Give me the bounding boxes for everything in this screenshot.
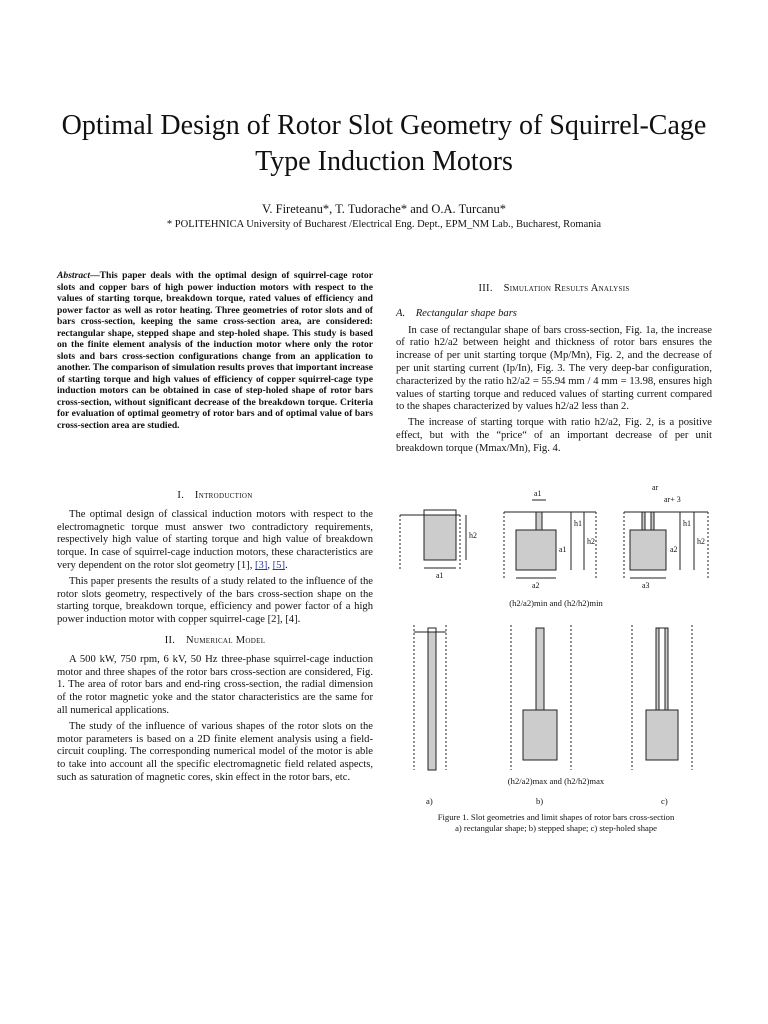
dim-h2-a: h2	[469, 531, 477, 540]
dim-ar-c: ar	[652, 483, 659, 492]
dim-h2-c: h2	[697, 537, 705, 546]
dim-ar3-c: ar+ 3	[664, 495, 681, 504]
simulation-section	[396, 283, 712, 459]
dim-a1-a: a1	[436, 571, 444, 580]
dim-h1-b: h1	[574, 519, 582, 528]
dim-a1-b2: a1	[559, 545, 567, 554]
simulation-heading: III. Simulation Results Analysis	[478, 283, 630, 294]
simulation-subheading: A. Rectangular shape bars	[396, 307, 517, 319]
numerical-paragraph-1: A 500 kW, 750 rpm, 6 kV, 50 Hz three-phase squirrel-cage induction motor and three shapes of the rotor bars cross-section are considered, Fig. 1. The area of rotor bars and end-ring cross-section, the radial dimension of the rotor magnetic yoke and the stator characteristics are the same for all numerical applications.	[57, 653, 373, 716]
label-b: b)	[536, 796, 544, 806]
label-c: c)	[661, 796, 668, 806]
intro-paragraph-1: The optimal design of classical induction motors with respect to the electromagnetic torque must answer two contradictory requirements, respectively high value of starting torque and high value of breakdown torque. In case of squirrel-cage induction motors, these characteristics are very dependent on the rotor slot geometry [1], [3], [5].	[57, 508, 373, 571]
intro-section	[57, 490, 373, 788]
label-min: (h2/a2)min and (h2/h2)min	[509, 598, 603, 608]
figure-caption-1: Figure 1. Slot geometries and limit shapes of rotor bars cross-section	[437, 812, 675, 822]
ref-3-link[interactable]: [3]	[255, 559, 268, 571]
intro-paragraph-2: This paper presents the results of a study related to the influence of the rotor slots geometry, respectively of the bars cross-section shape on the starting torque, breakdown torque, efficiency and power factor of a high power induction motor with copper squirrel-cage [2], [4].	[57, 575, 373, 626]
ref-5-link[interactable]: [5]	[272, 559, 286, 571]
label-max: (h2/a2)max and (h2/h2)max	[507, 776, 605, 786]
numerical-paragraph-2: The study of the influence of various shapes of the rotor slots on the motor parameters is based on a 2D finite element analysis using a field-circuit coupling. The corresponding numerical model of the motor is able to take into account all the specific electromagnetic field related aspects, such as saturation of magnetic cores, skin effect in the rotor bars, etc.	[57, 720, 373, 783]
numerical-heading: II. Numerical Model	[164, 634, 266, 646]
abstract-text: —This paper deals with the optimal design of squirrel-cage rotor slots and copper bars of high power induction motors with respect to the values of starting torque, breakdown torque, rated values of efficiency and power factor as well as rotor heating. Three geometries of rotor slots and of bars cross-section, keeping the same cross-section area, are considered: rectangular shape, stepped shape and step-holed shape. This study is based on the finite element analysis of the induction motor where only the rotor slots and bars cross-section configurations change from an application to another. The comparison of simulation results proves that important increase of starting torque and high values of efficiency of copper squirrel-cage type induction motors can be obtained in case of step-holed shape of rotor bars cross-section, without significant decrease of the breakdown torque. Criteria for evaluation of optimal geometry of rotor bars and of optimal value of bars cross-section area are studied.	[57, 270, 373, 431]
abstract-lead: Abstract	[57, 270, 91, 281]
dim-h2-b: h2	[587, 537, 595, 546]
intro-heading: I. Introduction	[177, 490, 253, 501]
dim-a1-b: a1	[534, 489, 542, 498]
simulation-paragraph-1: In case of rectangular shape of bars cross-section, Fig. 1a, the increase of ratio h2/a2 between height and thickness of rotor bars ensures the increase of per unit starting torque (Mp/Mn), Fig. 2, and the decrease of per unit starting current (Ip/In), Fig. 3. The very deep-bar configuration, characterized by the ratio h2/a2 = 55.94 mm / 4 mm = 13.98, ensures high values of starting torque and reduced values of starting current compared to the shapes characterized by values h2/a2 less than 2.	[396, 324, 712, 413]
dim-a2-b: a2	[532, 581, 540, 590]
figure-caption-2: a) rectangular shape; b) stepped shape; c) step-holed shape	[455, 823, 657, 833]
dim-h1-c: h1	[683, 519, 691, 528]
abstract	[57, 270, 373, 431]
figure-1	[396, 470, 716, 833]
label-a: a)	[426, 796, 433, 806]
paper-authors: V. Fireteanu*, T. Tudorache* and O.A. Turcanu*	[261, 202, 507, 216]
simulation-paragraph-2: The increase of starting torque with ratio h2/a2, Fig. 2, is a positive effect, but with the “price“ of an important decrease of per unit breakdown torque (Mmax/Mn), Fig. 4.	[396, 417, 712, 454]
dim-a3-c: a3	[642, 581, 650, 590]
paper-affiliation: * POLITEHNICA University of Bucharest /Electrical Eng. Dept., EPM_NM Lab., Bucharest, Romania	[166, 219, 602, 230]
dim-a2-c: a2	[670, 545, 678, 554]
paper-title: Optimal Design of Rotor Slot Geometry of Squirrel-Cage Type Induction Motors	[61, 110, 707, 177]
